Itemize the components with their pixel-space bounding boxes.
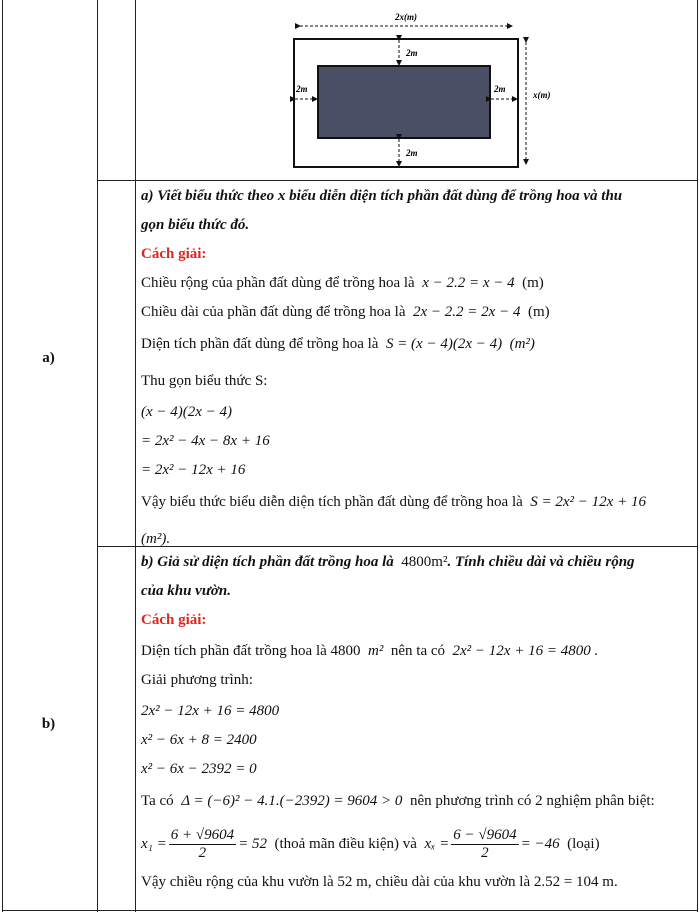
width-2x-label: 2x(m) bbox=[395, 12, 417, 22]
part-b-question-cont: của khu vườn. bbox=[141, 583, 231, 599]
part-b-content bbox=[141, 548, 696, 897]
flower-bed-rect bbox=[318, 66, 490, 138]
garden-diagram bbox=[280, 10, 580, 170]
height-x-label: x(m) bbox=[533, 90, 551, 100]
part-a-simplify-heading: Thu gọn biểu thức S: bbox=[141, 373, 268, 389]
part-b-solve-heading: Giải phương trình: bbox=[141, 672, 253, 688]
part-b-given-line: Diện tích phần đất trồng hoa là 4800 m² nên ta có 2x² − 12x + 16 = 4800 . bbox=[141, 643, 599, 659]
table-border-col bbox=[97, 0, 98, 912]
part-a-step-2: = 2x² − 4x − 8x + 16 bbox=[141, 433, 270, 449]
part-a-method-heading: Cách giải: bbox=[141, 246, 207, 262]
part-b-final-answer: Vậy chiều rộng của khu vườn là 52 m, chiều dài của khu vườn là 2.52 = 104 m. bbox=[141, 874, 618, 890]
part-a-question-cont: gọn biểu thức đó. bbox=[141, 217, 250, 233]
part-b-delta-line: Ta có Δ = (−6)² − 4.1.(−2392) = 9604 > 0 nên phương trình có 2 nghiệm phân biệt: bbox=[141, 793, 655, 809]
bottom-margin-label: 2m bbox=[406, 148, 418, 158]
part-a-label: a) bbox=[42, 350, 55, 366]
x1-fraction: $\frac{6 + √9604}{2}$ bbox=[170, 827, 235, 862]
part-b-question: b) Giả sử diện tích phần đất trồng hoa là 4800m². Tính chiều dài và chiều rộng bbox=[141, 554, 635, 570]
top-margin-label: 2m bbox=[406, 48, 418, 58]
part-a-conclusion: Vậy biểu thức biểu diễn diện tích phần đất dùng để trồng hoa là S = 2x² − 12x + 16 bbox=[141, 494, 646, 510]
part-a-length-line: Chiều dài của phần đất dùng để trồng hoa là 2x − 2.2 = 2x − 4 (m) bbox=[141, 304, 550, 320]
part-b-eq-1: 2x² − 12x + 16 = 4800 bbox=[141, 703, 280, 719]
part-b-eq-2: x² − 6x + 8 = 2400 bbox=[141, 732, 257, 748]
part-a-step-1: (x − 4)(2x − 4) bbox=[141, 404, 233, 420]
part-a-step-3: = 2x² − 12x + 16 bbox=[141, 462, 246, 478]
part-b-eq-3: x² − 6x − 2392 = 0 bbox=[141, 761, 257, 777]
part-a-conclusion-unit: (m²). bbox=[141, 531, 171, 547]
part-a-content bbox=[141, 182, 696, 554]
part-a-area-line: Diện tích phần đất dùng để trồng hoa là S = (x − 4)(2x − 4) (m²) bbox=[141, 336, 535, 352]
table-row-divider-1 bbox=[97, 180, 698, 181]
part-b-roots-line: x₁ = $\frac{6 + √9604}{2}$ = 52 (thoả mãn điều kiện) và xₓ = $\frac{6 - √9604}{2}$ = −46 (loại) bbox=[141, 827, 600, 862]
table-border-left bbox=[2, 0, 3, 912]
left-margin-label: 2m bbox=[296, 84, 308, 94]
part-a-width-line: Chiều rộng của phần đất dùng để trồng hoa là x − 2.2 = x − 4 (m) bbox=[141, 275, 544, 291]
right-margin-label: 2m bbox=[494, 84, 506, 94]
x2-fraction: $\frac{6 - √9604}{2}$ bbox=[453, 827, 517, 862]
part-a-question: a) Viết biểu thức theo x biểu diễn diện tích phần đất dùng để trồng hoa và thu bbox=[141, 188, 623, 204]
part-b-method-heading: Cách giải: bbox=[141, 612, 207, 628]
table-border-bottom bbox=[2, 910, 698, 911]
part-b-label: b) bbox=[41, 716, 56, 732]
table-border-right bbox=[697, 0, 698, 912]
table-border-col2 bbox=[135, 0, 136, 912]
